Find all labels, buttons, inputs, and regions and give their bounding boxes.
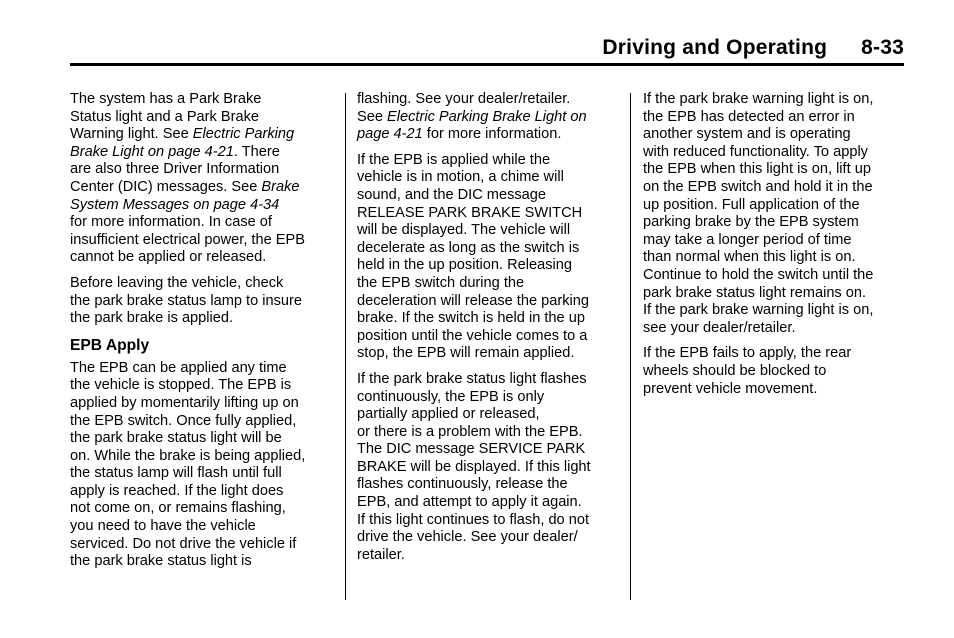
text-line [70, 536, 336, 554]
text-line [70, 109, 336, 127]
text-line [357, 91, 623, 109]
text-run: apply is reached. If the light does [70, 482, 284, 499]
text-run: the status lamp will flash until full [70, 465, 282, 482]
text-line [70, 413, 336, 431]
text-line [357, 275, 623, 293]
header-rule [70, 63, 904, 66]
text-run: held in the up position. Releasing [357, 257, 573, 274]
text-line [357, 371, 623, 389]
text-run: up position. Full application of the [643, 196, 860, 213]
text-run: See [357, 108, 388, 125]
text-line [357, 109, 623, 127]
text-run: for more information. [422, 126, 562, 143]
text-line [357, 310, 623, 328]
text-line [643, 285, 909, 303]
text-line [357, 476, 623, 494]
text-line [643, 232, 909, 250]
text-line [70, 144, 336, 162]
text-line [70, 232, 336, 250]
text-run: cannot be applied or released. [70, 249, 267, 266]
text-line [643, 161, 909, 179]
text-line [70, 126, 336, 144]
text-run: prevent vehicle movement. [643, 380, 818, 397]
body-paragraph [70, 91, 336, 267]
text-line [70, 483, 336, 501]
text-run: than normal when this light is on. [643, 249, 856, 266]
text-line [357, 441, 623, 459]
body-paragraph [70, 275, 336, 328]
text-run: applied by momentarily lifting up on [70, 394, 299, 411]
text-run: If this light continues to flash, do not [357, 511, 590, 528]
text-run: continuously, the EPB is only [357, 388, 545, 405]
text-run: the park brake status light will be [70, 430, 282, 447]
text-run: insufficient electrical power, the EPB [70, 231, 305, 248]
text-run: on. While the brake is being applied, [70, 447, 306, 464]
text-run: The DIC message SERVICE PARK [357, 441, 586, 458]
cross-reference: Brake [261, 178, 300, 195]
text-line [357, 547, 623, 565]
text-run: decelerate as long as the switch is [357, 239, 580, 256]
text-line [70, 553, 336, 571]
text-run: the vehicle is stopped. The EPB is [70, 377, 292, 394]
text-line [643, 144, 909, 162]
text-line [70, 395, 336, 413]
text-run: position until the vehicle comes to a [357, 327, 588, 344]
text-run: Continue to hold the switch until the [643, 266, 874, 283]
text-line [357, 126, 623, 144]
text-line [643, 109, 909, 127]
text-line [70, 161, 336, 179]
text-run: Status light and a Park Brake [70, 108, 260, 125]
text-line [643, 249, 909, 267]
cross-reference: page 4-21 [357, 126, 423, 143]
text-run: see your dealer/retailer. [643, 319, 796, 336]
text-line [643, 179, 909, 197]
text-run: the park brake status lamp to insure [70, 292, 302, 309]
text-run: If the park brake warning light is on, [643, 302, 874, 319]
text-run: EPB, and attempt to apply it again. [357, 494, 582, 511]
text-line [357, 257, 623, 275]
cross-reference: Brake Light on page 4-21 [70, 143, 234, 160]
body-paragraph [643, 345, 909, 398]
text-run: vehicle is in motion, a chime will [357, 169, 564, 186]
text-line [70, 360, 336, 378]
text-line [70, 430, 336, 448]
cross-reference: System Messages on page 4-34 [70, 196, 280, 213]
text-line [643, 91, 909, 109]
text-line [357, 205, 623, 223]
text-run: deceleration will release the parking [357, 292, 590, 309]
text-line [70, 293, 336, 311]
text-line [357, 169, 623, 187]
text-run: If the park brake status light flashes [357, 370, 587, 387]
text-run: Warning light. See [70, 126, 193, 143]
text-line [643, 345, 909, 363]
text-run: serviced. Do not drive the vehicle if [70, 535, 297, 552]
text-run: . There [233, 143, 280, 160]
text-line [357, 494, 623, 512]
text-line [70, 518, 336, 536]
text-line [643, 320, 909, 338]
text-run: the EPB switch. Once fully applied, [70, 412, 297, 429]
text-run: The EPB can be applied any time [70, 359, 287, 376]
text-run: park brake status light remains on. [643, 284, 867, 301]
text-run: stop, the EPB will remain applied. [357, 345, 575, 362]
text-run: you need to have the vehicle [70, 518, 256, 535]
text-run: BRAKE will be displayed. If this light [357, 458, 591, 475]
section-heading: EPB Apply [70, 336, 150, 354]
text-line [70, 465, 336, 483]
column-divider [630, 93, 631, 600]
text-run: or there is a problem with the EPB. [357, 423, 583, 440]
text-run: are also three Driver Information [70, 161, 280, 178]
text-line [357, 424, 623, 442]
text-line [357, 328, 623, 346]
text-line [357, 459, 623, 477]
text-column-2 [357, 91, 623, 572]
text-line [643, 214, 909, 232]
text-run: flashes continuously, release the [357, 476, 568, 493]
text-run: sound, and the DIC message [357, 186, 547, 203]
text-run: the park brake status light is [70, 553, 252, 570]
text-run: for more information. In case of [70, 214, 272, 231]
text-line [643, 197, 909, 215]
text-line [357, 512, 623, 530]
text-line [70, 377, 336, 395]
body-paragraph [357, 371, 623, 565]
text-run: another system and is operating [643, 126, 851, 143]
text-line [643, 126, 909, 144]
text-line [357, 240, 623, 258]
text-run: flashing. See your dealer/retailer. [357, 91, 571, 107]
text-line [70, 275, 336, 293]
column-divider [345, 93, 346, 600]
body-paragraph [643, 91, 909, 337]
text-column-1 [70, 91, 336, 579]
text-run: not come on, or remains flashing, [70, 500, 286, 517]
text-run: retailer. [357, 546, 405, 563]
text-line [643, 363, 909, 381]
text-line [70, 197, 336, 215]
text-line [70, 249, 336, 267]
text-run: on the EPB switch and hold it in the [643, 178, 873, 195]
body-paragraph [357, 91, 623, 144]
text-run: drive the vehicle. See your dealer/ [357, 529, 578, 546]
text-run: Center (DIC) messages. See [70, 178, 262, 195]
text-line [70, 179, 336, 197]
text-run: The system has a Park Brake [70, 91, 262, 107]
text-run: parking brake by the EPB system [643, 214, 859, 231]
text-run: may take a longer period of time [643, 231, 852, 248]
text-line [70, 310, 336, 328]
text-run: wheels should be blocked to [643, 362, 827, 379]
cross-reference: Electric Parking [192, 126, 295, 143]
text-run: with reduced functionality. To apply [643, 143, 868, 160]
text-run: Before leaving the vehicle, check [70, 274, 284, 291]
text-line [357, 222, 623, 240]
text-line [643, 381, 909, 399]
text-run: will be displayed. The vehicle will [357, 222, 571, 239]
text-run: the EPB switch during the [357, 274, 525, 291]
text-line [357, 293, 623, 311]
text-run: the park brake is applied. [70, 310, 234, 327]
text-line [357, 406, 623, 424]
text-run: RELEASE PARK BRAKE SWITCH [357, 204, 583, 221]
text-line [357, 529, 623, 547]
text-run: If the EPB fails to apply, the rear [643, 345, 852, 362]
text-line [70, 214, 336, 232]
text-run: If the EPB is applied while the [357, 151, 551, 168]
body-paragraph [70, 360, 336, 571]
text-line [643, 302, 909, 320]
page-header [602, 36, 904, 60]
text-run: partially applied or released, [357, 406, 540, 423]
text-line [643, 267, 909, 285]
section-title: Driving and Operating [602, 36, 828, 59]
page-number: 8-33 [861, 36, 904, 59]
body-paragraph [357, 152, 623, 363]
cross-reference: Electric Parking Brake Light on [387, 108, 587, 125]
text-run: the EPB when this light is on, lift up [643, 161, 871, 178]
text-column-3 [643, 91, 909, 406]
text-line [357, 345, 623, 363]
text-line [357, 152, 623, 170]
text-line [70, 91, 336, 109]
text-line [70, 448, 336, 466]
text-line [357, 187, 623, 205]
text-line [70, 500, 336, 518]
text-run: the EPB has detected an error in [643, 108, 855, 125]
text-line [357, 389, 623, 407]
text-run: If the park brake warning light is on, [643, 91, 874, 107]
text-run: brake. If the switch is held in the up [357, 310, 585, 327]
